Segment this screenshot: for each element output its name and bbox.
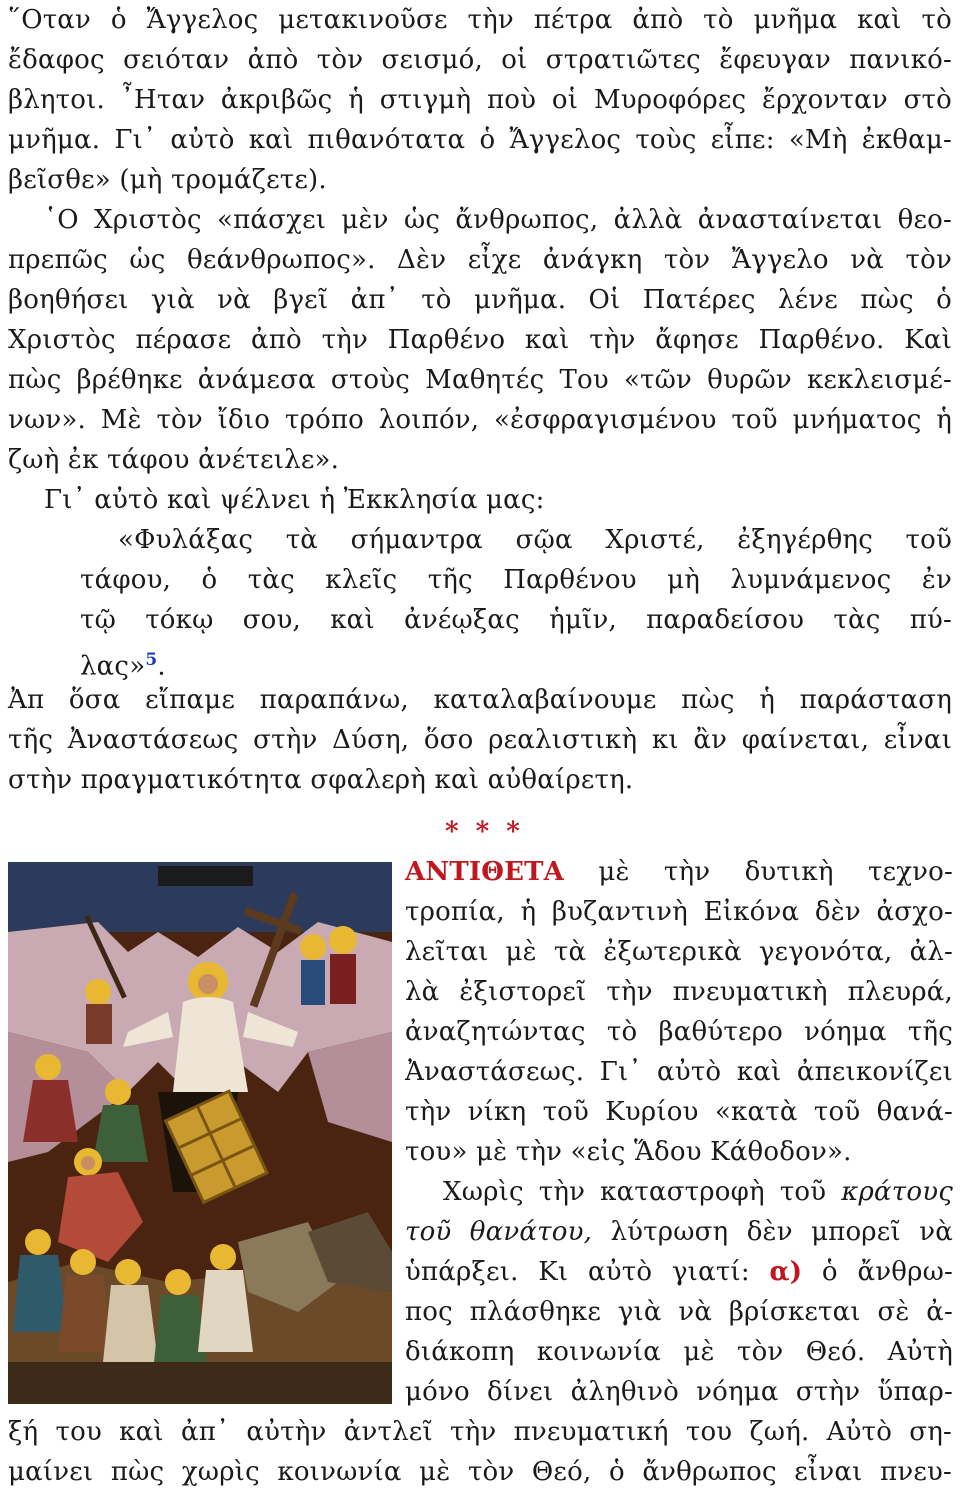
text-line: ῞Οταν ὁ Ἄγγελος μετακινοῦσε τὴν πέτρα ἀπὸ τὸ μνῆμα καὶ τὸ [8,5,952,35]
text-line: λεῖται μὲ τὰ ἐξωτερικὰ γεγονότα, ἀλ- [405,937,953,967]
text-line: Γι᾽ αὐτὸ καὶ ψέλνει ἡ Ἐκκλησία μας: [44,485,545,515]
hymn-quote-text: λας» [80,651,146,682]
resurrection-icon-illustration [8,862,392,1404]
text-fragment: λύτρωση δὲν μπορεῖ νὰ [592,1217,953,1247]
text-line: Ἀναστάσεως. Γι᾽ αὐτὸ καὶ ἀπεικονίζει [405,1057,953,1087]
text-line: βοηθήσει γιὰ νὰ βγεῖ ἀπ᾽ τὸ μνῆμα. Οἱ Πατέρες λένε πὼς ὁ [8,285,952,315]
text-line: ἔδαφος σειόταν ἀπὸ τὸν σεισμό, οἱ στρατιῶτες ἔφευγαν πανικό- [8,45,952,75]
text-fragment: μὲ τὴν δυτικὴ τεχνο- [564,857,953,887]
text-line: Ἀπ ὅσα εἴπαμε παραπάνω, καταλαβαίνουμε πὼς ἡ παράσταση [8,685,952,715]
text-line: μαίνει πὼς χωρὶς κοινωνία μὲ τὸν Θεό, ὁ ἄνθρωπος εἶναι πνευ- [8,1457,952,1487]
text-line: νων». Μὲ τὸν ἴδιο τρόπο λοιπόν, «ἐσφραγισμένου τοῦ μνήματος ἡ [8,405,952,435]
text-line: ζωὴ ἐκ τάφου ἀνέτειλε». [8,445,340,475]
text-line: ἀναζητώντας τὸ βαθύτερο νόημα τῆς [405,1017,953,1047]
section-heading-word: ΑΝΤΙΘΕΤΑ [405,857,565,887]
text-fragment: ὑπάρξει. Κι αὐτὸ γιατί: [405,1257,770,1287]
hymn-quote-period: . [157,651,166,682]
hymn-quote-line: τάφου, ὁ τὰς κλεῖς τῆς Παρθένου μὴ λυμνάμενος ἐν [80,565,952,595]
text-line: πρεπῶς ὡς θεάνθρωπος». Δὲν εἶχε ἀνάγκη τὸν Ἄγγελο νὰ τὸν [8,245,952,275]
italic-text: τοῦ θανάτου, [405,1217,593,1247]
text-fragment: Χωρὶς τὴν καταστροφὴ τοῦ [443,1177,842,1207]
text-line: τῆς Ἀναστάσεως στὴν Δύση, ὅσο ρεαλιστικὴ κι ἂν φαίνεται, εἶναι [8,725,952,755]
text-line: βλητοι. ῏Ηταν ἀκριβῶς ἡ στιγμὴ ποὺ οἱ Μυροφόρες ἔρχονταν στὸ [8,85,952,115]
text-line: ῾Ο Χριστὸς «πάσχει μὲν ὡς ἄνθρωπος, ἀλλὰ ἀνασταίνεται θεο- [44,205,952,235]
section-divider-stars: * * * [445,817,524,847]
text-line: μνῆμα. Γι᾽ αὐτὸ καὶ πιθανότατα ὁ Ἄγγελος τοὺς εἶπε: «Μὴ ἐκθαμ- [8,125,952,155]
text-line: διάκοπη κοινωνία μὲ τὸν Θεό. Αὐτὴ [405,1337,953,1367]
text-fragment: ὁ ἄνθρω- [802,1257,953,1287]
italic-text: κράτους [841,1177,953,1207]
text-line [405,1212,953,1252]
text-line: βεῖσθε» (μὴ τρομάζετε). [8,165,327,195]
text-line [405,852,953,892]
text-line: Χριστὸς πέρασε ἀπὸ τὴν Παρθένο καὶ τὴν ἄφησε Παρθένο. Καὶ [8,325,952,355]
hymn-quote-line: «Φυλάξας τὰ σήμαντρα σῷα Χριστέ, ἐξηγέρθης τοῦ [118,525,952,555]
text-line: τὴν νίκη τοῦ Κυρίου «κατὰ τοῦ θανά- [405,1097,953,1127]
text-line: πος πλάσθηκε γιὰ νὰ βρίσκεται σὲ ἀ- [405,1297,953,1327]
text-line [405,1252,953,1292]
text-line: μόνο δίνει ἀληθινὸ νόημα στὴν ὕπαρ- [405,1377,953,1407]
text-line: πὼς βρέθηκε ἀνάμεσα στοὺς Μαθητές Του «τῶν θυρῶν κεκλεισμέ- [8,365,952,395]
text-line: στὴν πραγματικότητα σφαλερὴ καὶ αὐθαίρετη. [8,765,634,795]
text-line: λὰ ἐξιστορεῖ τὴν πνευματικὴ πλευρά, [405,977,953,1007]
text-line: του» μὲ τὴν «εἰς Ἅδου Κάθοδον». [405,1137,852,1167]
text-line [405,1172,953,1212]
text-line: τροπία, ἡ βυζαντινὴ Εἰκόνα δὲν ἀσχο- [405,897,953,927]
list-marker-a: α) [769,1257,803,1287]
text-line: ξή του καὶ ἀπ᾽ αὐτὴν ἀντλεῖ τὴν πνευματική του ζωή. Αὐτὸ ση- [8,1417,952,1447]
hymn-quote-line: τῷ τόκῳ σου, καὶ ἀνέῳξας ἡμῖν, παραδείσου τὰς πύ- [80,605,952,635]
footnote-marker[interactable]: 5 [145,650,158,670]
resurrection-icon-image [8,862,392,1404]
